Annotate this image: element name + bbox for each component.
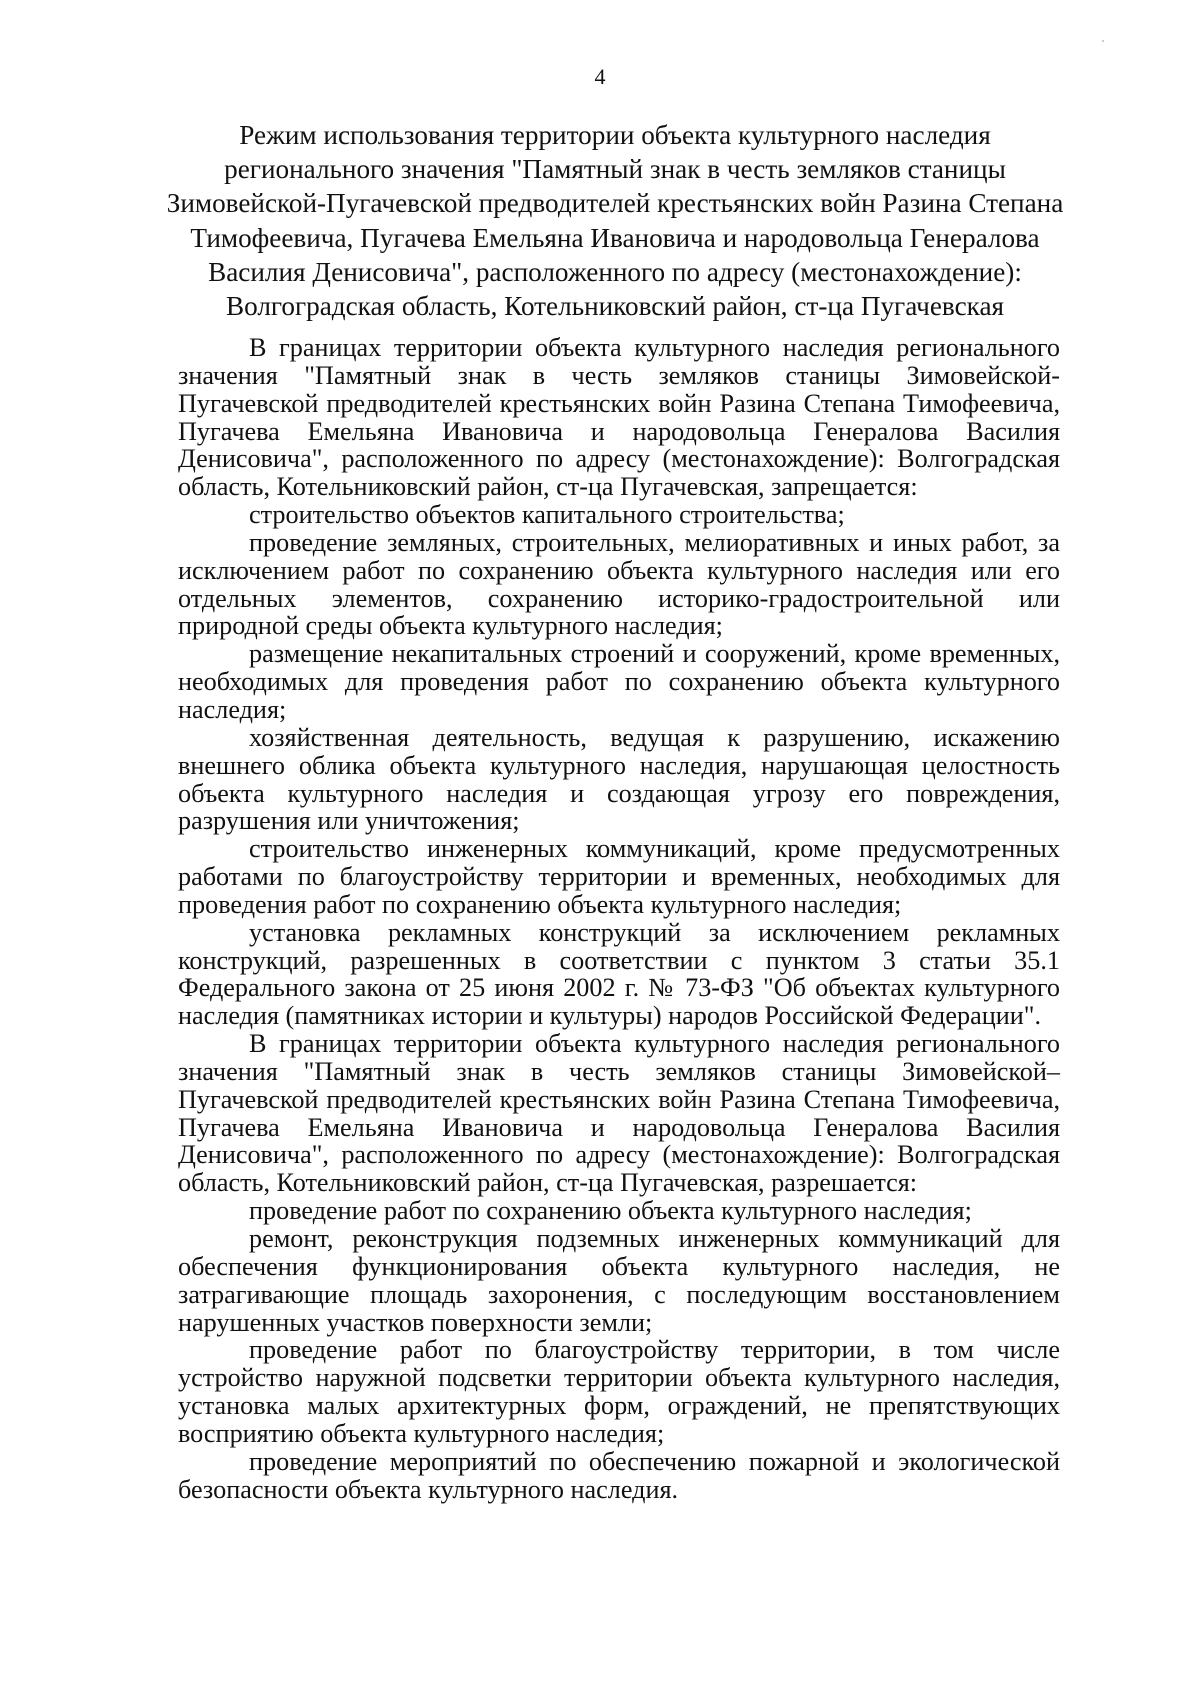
paragraph-list-item: ремонт, реконструкция подземных инженерных коммуникаций для обеспечения функционирования объекта культурного наследия, не затрагивающие площадь захоронения, с последующим восстановлением нарушенных участков поверхности земли; (178, 1224, 1060, 1337)
paragraph-list-item: проведение работ по сохранению объекта культурного наследия; (249, 1196, 972, 1226)
document-heading (165, 118, 1065, 323)
paragraph-permitted-intro: В границах территории объекта культурного наследия регионального значения "Памятный знак в честь земляков станицы Зимовейской–Пугачевской предводителей крестьянских войн Разина Степана Тимофеевича, Пугачева Емельяна Ивановича и народовольца Генералова Василия Денисовича", расположенного по адресу (местонахождение): Волгоградская область, Котельниковский район, ст-ца Пугачевская, разрешается: (178, 1029, 1060, 1198)
paragraph-list-item: проведение работ по благоустройству территории, в том числе устройство наружной подсветки территории объекта культурного наследия, установка малых архитектурных форм, ограждений, не препятствующих восприятию объекта культурного наследия; (178, 1335, 1060, 1448)
document-body (178, 334, 1060, 1503)
heading-line: регионального значения "Памятный знак в честь земляков станицы (224, 154, 1006, 185)
paragraph-list-item: установка рекламных конструкций за исключением рекламных конструкций, разрешенных в соответствии с пунктом 3 статьи 35.1 Федерального закона от 25 июня 2002 г. № 73-ФЗ "Об объектах культурного наследия (памятниках истории и культуры) народов Российской Федерации". (178, 917, 1060, 1031)
heading-line: Тимофеевича, Пугачева Емельяна Ивановича и народовольца Генералова (190, 222, 1040, 253)
paragraph-list-item: размещение некапитальных строений и сооружений, кроме временных, необходимых для проведения работ по сохранению объекта культурного наследия; (178, 639, 1060, 724)
paragraph-list-item: проведение мероприятий по обеспечению пожарной и экологической безопасности объекта культурного наследия. (178, 1446, 1060, 1504)
paragraph-list-item: проведение земляных, строительных, мелиоративных и иных работ, за исключением работ по сохранению объекта культурного наследия или его отдельных элементов, сохранению историко-градостроительной или природной среды объекта культурного наследия; (178, 527, 1060, 641)
paragraph-list-item: строительство объектов капитального строительства; (249, 500, 845, 530)
paragraph-prohibited-intro: В границах территории объекта культурного наследия регионального значения "Памятный знак в честь земляков станицы Зимовейской-Пугачевской предводителей крестьянских войн Разина Степана Тимофеевича, Пугачева Емельяна Ивановича и народовольца Генералова Василия Денисовича", расположенного по адресу (местонахождение): Волгоградская область, Котельниковский район, ст-ца Пугачевская, запрещается: (178, 333, 1060, 502)
paragraph-list-item: хозяйственная деятельность, ведущая к разрушению, искажению внешнего облика объекта культурного наследия, нарушающая целостность объекта культурного наследия и создающая угрозу его повреждения, разрушения или уничтожения; (178, 722, 1060, 836)
paragraph-list-item: строительство инженерных коммуникаций, кроме предусмотренных работами по благоустройству территории и временных, необходимых для проведения работ по сохранению объекта культурного наследия; (178, 834, 1060, 919)
scan-speck (1102, 40, 1104, 42)
heading-line: Режим использования территории объекта культурного наследия (239, 120, 991, 150)
heading-line: Волгоградская область, Котельниковский район, ст-ца Пугачевская (225, 291, 1005, 322)
heading-line: Василия Денисовича", расположенного по адресу (местонахождение): (208, 256, 1022, 287)
page-number: 4 (594, 64, 606, 89)
heading-line: Зимовейской-Пугачевской предводителей крестьянских войн Разина Степана (166, 188, 1064, 219)
